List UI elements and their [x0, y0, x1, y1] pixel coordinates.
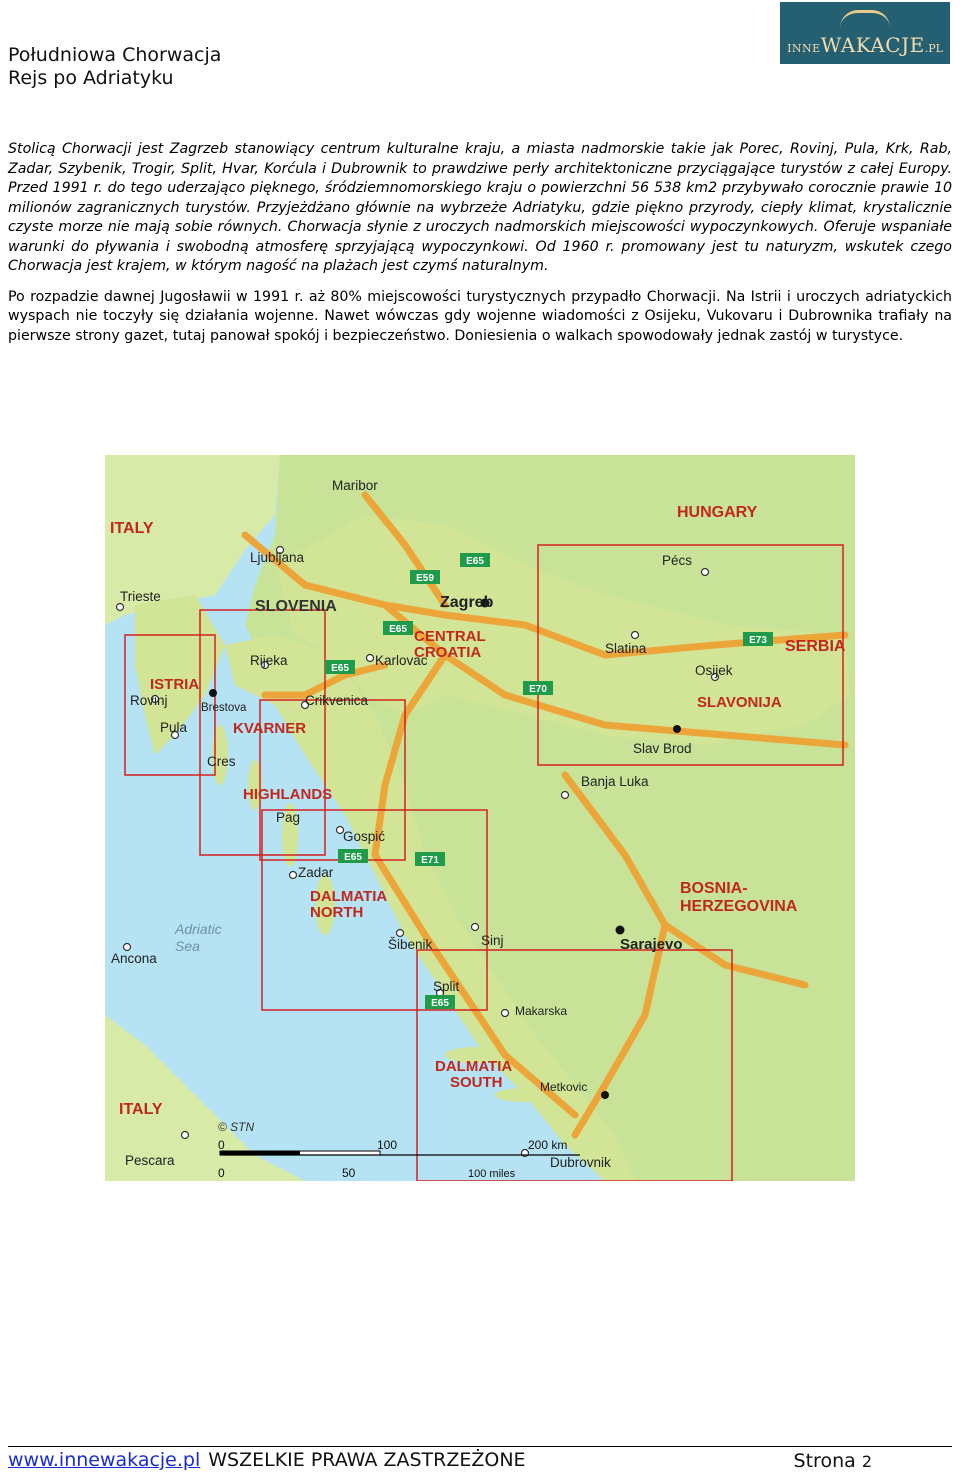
city-label: Rovinj [130, 693, 168, 708]
city-label: Cres [207, 754, 236, 769]
city-label: Sarajevo [620, 936, 683, 953]
city-label: Slav Brod [633, 741, 692, 756]
svg-text:E73: E73 [749, 635, 767, 646]
city-label: Šibenik [388, 937, 433, 952]
city-label: Dubrovnik [550, 1155, 611, 1170]
svg-text:E65: E65 [344, 852, 362, 863]
country-label: SLOVENIA [255, 598, 337, 615]
innewakacje-logo[interactable] [780, 2, 950, 64]
city-label: Pécs [662, 553, 693, 568]
svg-text:E59: E59 [416, 573, 434, 584]
svg-text:E65: E65 [331, 663, 349, 674]
city-label: Makarska [515, 1004, 568, 1018]
road-shield [415, 852, 445, 866]
svg-text:E65: E65 [466, 556, 484, 567]
article-body [8, 140, 952, 357]
page-number-value: 2 [861, 1452, 872, 1471]
city-label: Pula [160, 720, 188, 735]
city-label: Ljubljana [250, 550, 305, 565]
road-shield [425, 995, 455, 1009]
road-shield [410, 570, 440, 584]
region-label: NORTH [310, 904, 364, 921]
country-label: HUNGARY [677, 504, 758, 521]
header-title-line2: Rejs po Adriatyku [8, 67, 174, 89]
road-shield [743, 632, 773, 646]
scale-km-100: 100 [377, 1138, 398, 1152]
city-label: Gospić [343, 829, 386, 844]
map-copyright [218, 1120, 255, 1134]
footer-website-link[interactable]: www.innewakacje.pl [8, 1449, 201, 1471]
city-label: Sinj [481, 933, 504, 948]
road-shield [460, 553, 490, 567]
scale-mi-50: 50 [342, 1166, 356, 1180]
city-label: Crikvenica [305, 693, 369, 708]
region-label: DALMATIA [435, 1058, 513, 1075]
scale-km-0: 0 [218, 1138, 225, 1152]
paragraph-history: Po rozpadzie dawnej Jugosławii w 1991 r. aż 80% miejscowości turystycznych przypadło Chorwacji. Na Istrii i uroczych adriatyckich wyspach nie toczyły się działania wojenne. Nawet wówczas gdy wojenne wiadomości z Osijeku, Vukovaru i Dubrownika trafiały na pierwsze strony gazet, tutaj panował spokój i bezpieczeństwo. Doniesienia o walkach spowodowały jednak zastój w turystyce. [8, 288, 952, 344]
page-footer [8, 1446, 952, 1473]
scale-mi-100: 100 miles [468, 1168, 516, 1180]
road-shield [523, 681, 553, 695]
city-label: Karlovac [375, 653, 428, 668]
country-label: HERZEGOVINA [680, 898, 798, 915]
logo-suffix: .PL [924, 42, 943, 55]
city-label: Split [433, 979, 460, 994]
croatia-map [105, 455, 855, 1181]
city-label: Rijeka [250, 653, 288, 668]
header-title-line1: Południowa Chorwacja [8, 44, 222, 66]
city-label: Pescara [125, 1153, 175, 1168]
region-label: HIGHLANDS [243, 786, 333, 803]
region-label: KVARNER [233, 720, 307, 737]
city-label: Zagreb [440, 594, 494, 611]
region-label: ISTRIA [150, 676, 200, 693]
city-label: Maribor [332, 478, 378, 493]
scale-km-200: 200 km [528, 1138, 568, 1152]
city-label: Pag [276, 810, 301, 825]
city-label: Ancona [111, 951, 157, 966]
road-shield [325, 660, 355, 674]
region-label: SOUTH [450, 1074, 503, 1091]
country-label: BOSNIA- [680, 880, 748, 897]
region-label: SLAVONIJA [697, 694, 782, 711]
city-label: Slatina [605, 641, 647, 656]
country-label: ITALY [119, 1101, 163, 1118]
road-shield [383, 621, 413, 635]
page-number [794, 1448, 872, 1475]
region-label: CENTRAL [414, 628, 486, 645]
svg-text:E65: E65 [389, 624, 407, 635]
svg-text:Adriatic: Adriatic [175, 921, 222, 937]
city-label: Banja Luka [581, 774, 649, 789]
road-shield [338, 849, 368, 863]
region-label: DALMATIA [310, 888, 388, 905]
page-label: Strona [793, 1450, 856, 1472]
city-label: Zadar [298, 865, 334, 880]
scale-mi-0: 0 [218, 1166, 225, 1180]
svg-text:Sea: Sea [175, 938, 200, 954]
city-label: Osijek [695, 663, 733, 678]
city-label: Metkovic [540, 1080, 588, 1094]
country-label: SERBIA [785, 638, 846, 655]
logo-prefix: INNE [787, 42, 821, 55]
svg-text:E70: E70 [529, 684, 547, 695]
region-label: CROATIA [414, 644, 482, 661]
svg-text:E71: E71 [421, 855, 439, 866]
city-label: Trieste [120, 589, 161, 604]
city-label: Brestova [201, 702, 247, 714]
country-label: ITALY [110, 520, 154, 537]
svg-text:© STN: © STN [218, 1120, 255, 1134]
svg-text:E65: E65 [431, 998, 449, 1009]
document-header [8, 44, 221, 90]
footer-rights: WSZELKIE PRAWA ZASTRZEŻONE [208, 1449, 526, 1471]
logo-brand: WAKACJE [820, 33, 925, 57]
sun-arc-icon [840, 10, 890, 28]
paragraph-intro: Stolicą Chorwacji jest Zagrzeb stanowiący centrum kulturalne kraju, a miasta nadmorskie takie jak Porec, Rovinj, Pula, Krk, Rab, Zadar, Szybenik, Trogir, Split, Hvar, Korćula i Dubrownik to prawdziwe perły architektoniczne przyciągające turystów z całej Europy. Przed 1991 r. do tego uderzająco pięknego, śródziemnomorskiego kraju o powierzchni 56 538 km2 przybywało corocznie prawie 10 milionów zagranicznych turystów. Przyjeżdżano głównie na wybrzeże Adriatyku, gdzie piękno przyrody, ciepły klimat, krystalicznie czyste morze nie mają sobie równych. Chorwacja słynie z uroczych nadmorskich miejscowości wypoczynkowych. Oferuje wspaniałe warunki do pływania i swobodną atmosferę sprzyjającą wypoczynkowi. Od 1960 r. promowany jest tu naturyzm, wskutek czego Chorwacja jest krajem, w którym nagość na plażach jest czymś naturalnym. [8, 141, 952, 274]
